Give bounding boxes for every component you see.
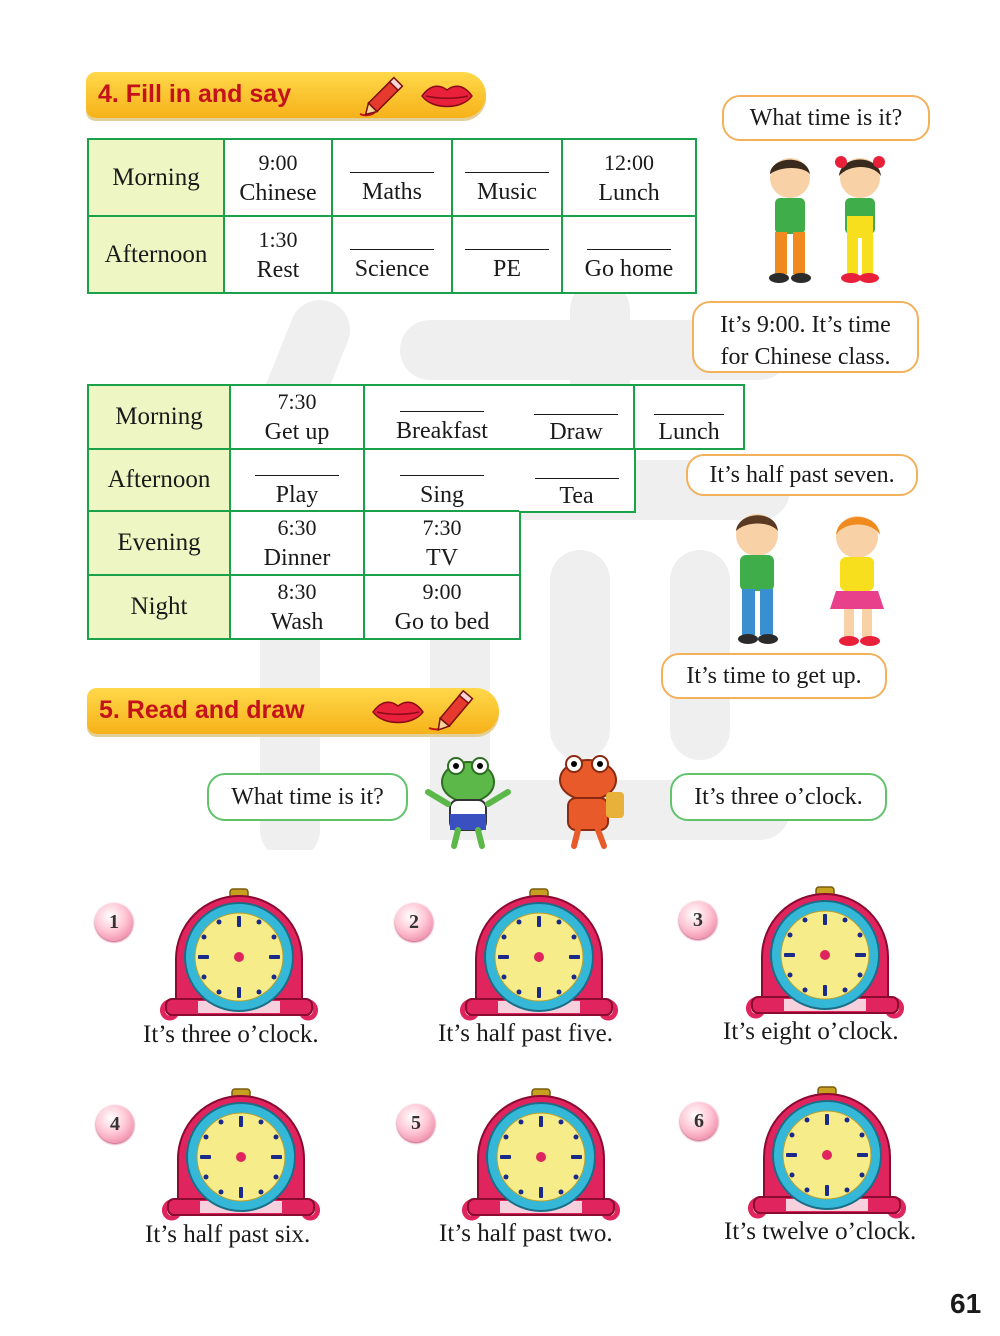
- answer-blank[interactable]: [465, 148, 549, 173]
- activity-label: Sing: [419, 481, 464, 508]
- answer-blank[interactable]: [654, 390, 724, 415]
- exercise-number-badge: 4: [96, 1105, 134, 1143]
- table-extension: [519, 448, 636, 513]
- table-cell: [230, 575, 364, 639]
- table-cell: [364, 511, 520, 575]
- row-head-afternoon: Afternoon: [88, 216, 224, 293]
- frog-characters-illustration: [418, 752, 636, 852]
- boy-and-girl-illustration: [712, 505, 912, 650]
- activity-label: Chinese: [239, 179, 317, 206]
- table-row: [88, 385, 520, 449]
- activity-label: Breakfast: [396, 418, 488, 445]
- clock-caption: It’s twelve o’clock.: [724, 1218, 917, 1245]
- section5-header: [87, 688, 499, 734]
- clock-caption: It’s three o’clock.: [143, 1021, 319, 1048]
- table-cell: [230, 385, 364, 449]
- activity-label: Music: [477, 179, 537, 205]
- time-label: 12:00: [603, 149, 655, 175]
- row-head-evening: Evening: [88, 511, 230, 575]
- timetable-1: [87, 138, 697, 294]
- speech-bubble: It’s three o’clock.: [670, 773, 887, 821]
- time-label: 6:30: [277, 515, 317, 541]
- activity-label: Wash: [270, 609, 324, 636]
- clock-caption: It’s half past six.: [145, 1221, 311, 1248]
- table-row: [88, 216, 696, 293]
- exercise-number-badge: 3: [679, 901, 717, 939]
- table-row: [88, 511, 520, 575]
- boy-and-girl-illustration: [745, 150, 915, 290]
- table-cell: [562, 139, 696, 216]
- speech-bubble: What time is it?: [207, 773, 408, 821]
- exercise-number-badge: 5: [397, 1104, 435, 1142]
- table-cell: [562, 216, 696, 293]
- exercise-number-badge: 1: [95, 903, 133, 941]
- table-cell: [635, 386, 743, 448]
- answer-blank[interactable]: [534, 390, 618, 415]
- lips-icon: [420, 82, 474, 110]
- table-row: [88, 575, 520, 639]
- time-label: 1:30: [258, 226, 298, 252]
- activity-label: PE: [492, 256, 521, 282]
- speech-bubble: It’s time to get up.: [661, 653, 887, 699]
- time-label: 7:30: [277, 388, 317, 414]
- speech-bubble: What time is it?: [722, 95, 930, 141]
- answer-blank[interactable]: [350, 148, 434, 173]
- table-cell: [452, 216, 562, 293]
- activity-label: Play: [275, 481, 319, 508]
- activity-label: Maths: [362, 179, 422, 205]
- speech-bubble: It’s 9:00. It’s time for Chinese class.: [692, 301, 919, 373]
- row-head-morning: Morning: [88, 385, 230, 449]
- lips-icon: [371, 698, 425, 726]
- alarm-clock-3[interactable]: [740, 878, 910, 1028]
- alarm-clock-6[interactable]: [742, 1078, 912, 1228]
- table-cell: [519, 386, 635, 448]
- activity-label: Dinner: [263, 545, 331, 572]
- activity-label: Tea: [559, 483, 594, 509]
- time-label: 7:30: [422, 515, 462, 541]
- table-cell: [364, 385, 520, 449]
- answer-blank[interactable]: [535, 454, 619, 479]
- table-cell: [364, 575, 520, 639]
- answer-blank[interactable]: [465, 225, 549, 250]
- table-cell: [230, 449, 364, 512]
- table-cell: [230, 511, 364, 575]
- time-label: 9:00: [258, 149, 298, 175]
- alarm-clock-4[interactable]: [156, 1080, 326, 1230]
- clock-caption: It’s eight o’clock.: [723, 1018, 899, 1045]
- table-cell: [364, 449, 520, 512]
- table-cell: [224, 139, 332, 216]
- clock-caption: It’s half past two.: [439, 1220, 613, 1247]
- row-head-morning: Morning: [88, 139, 224, 216]
- speech-bubble: It’s half past seven.: [686, 454, 918, 496]
- activity-label: Go home: [584, 256, 674, 282]
- table-extension: [519, 384, 745, 450]
- section5-title: 5. Read and draw: [99, 696, 305, 724]
- alarm-clock-1[interactable]: [154, 880, 324, 1030]
- table-row: [88, 139, 696, 216]
- alarm-clock-5[interactable]: [456, 1080, 626, 1230]
- activity-label: Lunch: [658, 419, 720, 445]
- alarm-clock-2[interactable]: [454, 880, 624, 1030]
- exercise-number-badge: 2: [395, 903, 433, 941]
- activity-label: Lunch: [598, 179, 660, 206]
- activity-label: Rest: [256, 256, 300, 283]
- time-label: 9:00: [422, 579, 462, 605]
- activity-label: TV: [426, 545, 458, 572]
- activity-label: Draw: [549, 419, 603, 445]
- timetable-2: [87, 384, 521, 640]
- table-cell: [332, 139, 452, 216]
- section4-header: [86, 72, 486, 118]
- answer-blank[interactable]: [350, 225, 434, 250]
- answer-blank[interactable]: [400, 451, 484, 476]
- answer-blank[interactable]: [587, 225, 671, 250]
- page-number: 61: [950, 1288, 982, 1319]
- answer-blank[interactable]: [255, 451, 339, 476]
- clock-caption: It’s half past five.: [438, 1020, 613, 1047]
- exercise-number-badge: 6: [680, 1102, 718, 1140]
- table-cell: [224, 216, 332, 293]
- row-head-night: Night: [88, 575, 230, 639]
- row-head-afternoon: Afternoon: [88, 449, 230, 512]
- pencil-icon: [354, 74, 414, 118]
- time-label: 8:30: [277, 579, 317, 605]
- pencil-icon: [425, 688, 485, 732]
- activity-label: Science: [354, 256, 430, 282]
- activity-label: Go to bed: [394, 609, 490, 636]
- table-row: [88, 449, 520, 512]
- answer-blank[interactable]: [400, 387, 484, 412]
- section4-title: 4. Fill in and say: [98, 80, 292, 108]
- activity-label: Get up: [264, 418, 330, 445]
- table-cell: [332, 216, 452, 293]
- table-cell: [452, 139, 562, 216]
